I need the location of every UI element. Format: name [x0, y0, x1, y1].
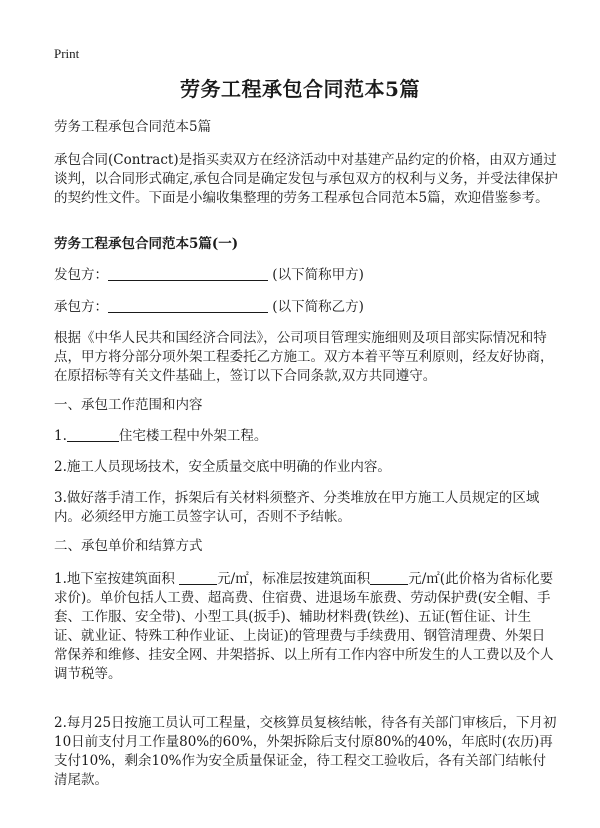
item-1-prefix: 1.	[54, 428, 67, 444]
part2-heading: 二、承包单价和结算方式	[54, 538, 203, 554]
section-heading: 劳务工程承包合同范本5篇(一)	[54, 236, 239, 252]
basis-paragraph: 根据《中华人民共和国经济合同法》，公司项目管理实施细则及项目部实际情况和特点，甲方将分部分项外架工程委托乙方施工。双方本着平等互利原则，经友好协商，在原招标等有关文件基础上，签订以下合同条款,双方共同遵守。	[54, 330, 554, 384]
item-2: 2.施工人员现场技术，安全质量交底中明确的作业内容。	[54, 459, 391, 475]
item-1-text: 住宅楼工程中外架工程。	[118, 428, 268, 444]
item-4-text-c: 元/㎡(此价格为省标化要求价)。单价包括人工费、超高费、住宿费、进退场车旅费、劳动保护费(安全帽、手套、工作服、安全带)、小型工具(扳手)、辅助材料费(铁丝)、五证(暂住证、计生证、就业证、特殊工种作业证、上岗证)的管理费与手续费用、钢管清理费、外架日常保养和维修、挂安全网、井架搭拆、以上所有工作内容中所发生的人工费以及个人调节税等。	[54, 571, 554, 682]
document-subtitle: 劳务工程承包合同范本5篇	[54, 119, 212, 135]
party-a-blank[interactable]	[108, 266, 268, 281]
item-4	[54, 570, 558, 684]
party-b-blank[interactable]	[108, 298, 268, 313]
party-b-label: 承包方：	[54, 299, 108, 315]
item-5: 2.每月25日按施工员认可工程量，交核算员复核结帐，待各有关部门审核后，下月初10日前支付月工作量80%的60%，外架拆除后支付原80%的40%，年底时(农历)再支付10%，剩余10%作为安全质量保证金，待工程交工验收后，各有关部门结帐付清尾款。	[54, 715, 557, 788]
print-label: Print	[54, 46, 80, 61]
document-title: 劳务工程承包合同范本5篇	[180, 77, 420, 101]
party-a-line	[54, 266, 558, 285]
item-4-text-b: 元/㎡，标准层按建筑面积	[217, 571, 371, 587]
item-4-blank-b[interactable]	[370, 570, 408, 585]
party-a-label: 发包方：	[54, 267, 108, 283]
party-b-line	[54, 298, 558, 317]
party-a-suffix: (以下简称甲方)	[272, 267, 364, 283]
part1-heading: 一、承包工作范围和内容	[54, 397, 203, 413]
item-4-blank-a[interactable]	[179, 570, 217, 585]
party-b-suffix: (以下简称乙方)	[272, 299, 364, 315]
item-3: 3.做好落手清工作，拆架后有关材料须整齐、分类堆放在甲方施工人员规定的区域内。必须经甲方施工员签字认可，否则不予结帐。	[54, 490, 540, 525]
item-4-text-a: 1.地下室按建筑面积	[54, 571, 175, 587]
item-1-blank[interactable]	[67, 427, 119, 442]
item-1	[54, 427, 558, 446]
intro-paragraph: 承包合同(Contract)是指买卖双方在经济活动中对基建产品约定的价格，由双方通过谈判，以合同形式确定,承包合同是确定发包与承包双方的权利与义务，并受法律保护的契约性文件。下面是小编收集整理的劳务工程承包合同范本5篇，欢迎借鉴参考。	[54, 152, 558, 206]
